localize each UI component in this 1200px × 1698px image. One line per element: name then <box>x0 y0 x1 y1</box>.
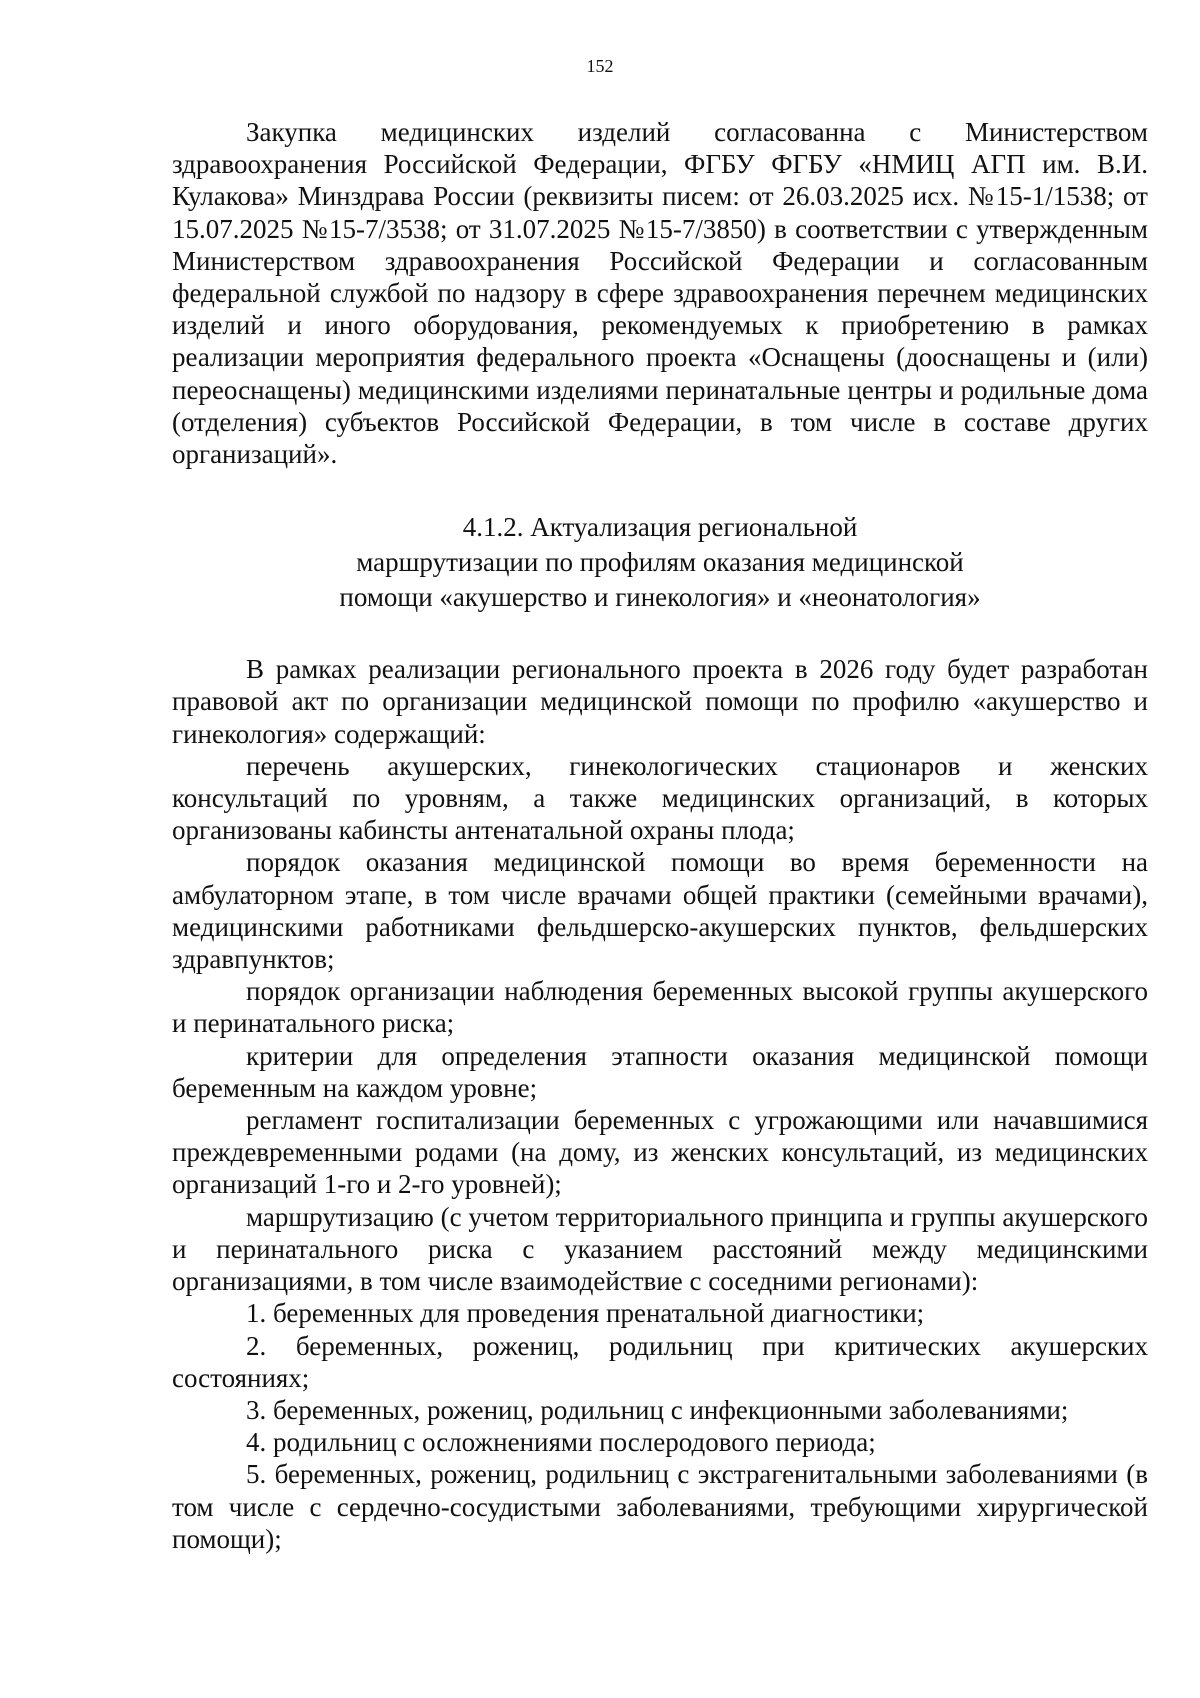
list-item-routing: маршрутизацию (с учетом территориального принципа и группы акушерского и перинатального риска с указанием расстояний между медицинскими организациями, в том числе взаимодействие с соседними регионами): <box>172 1201 1148 1297</box>
section-paragraph: В рамках реализации регионального проекта в 2026 году будет разработан правовой акт по организации медицинской помощи по профилю «акушерство и гинекология» содержащий: <box>172 654 1148 749</box>
list-item-high-risk-observation: порядок организации наблюдения беременных высокой группы акушерского и перинатального риска; <box>172 976 1148 1039</box>
document-body <box>172 116 1148 1555</box>
section-heading-line-2: маршрутизации по профилям оказания медицинской <box>356 547 964 578</box>
numbered-item-2: 2. беременных, рожениц, родильниц при критических акушерских состояниях; <box>172 1330 1148 1393</box>
section-heading <box>172 510 1148 615</box>
list-item-outpatient-care: порядок оказания медицинской помощи во время беременности на амбулаторном этапе, в том числе врачами общей практики (семейными врачами), медицинскими работниками фельдшерско-акушерских пунктов, фельдшерских здравпунктов; <box>172 847 1148 975</box>
list-item-staging-criteria: критерии для определения этапности оказания медицинской помощи беременным на каждом уровне; <box>172 1040 1148 1103</box>
numbered-item-1: 1. беременных для проведения пренатальной диагностики; <box>246 1298 925 1329</box>
section-heading-line-3: помощи «акушерство и гинекология» и «неонатология» <box>339 582 981 613</box>
page-number: 152 <box>586 56 614 76</box>
numbered-item-4: 4. родильниц с осложнениями послеродового периода; <box>246 1427 876 1458</box>
numbered-item-5: 5. беременных, рожениц, родильниц с экстрагенитальными заболеваниями (в том числе с сердечно-сосудистыми заболеваниями, требующими хирургической помощи); <box>172 1459 1148 1554</box>
numbered-item-3: 3. беременных, рожениц, родильниц с инфекционными заболеваниями; <box>246 1394 1069 1425</box>
list-item-hospitalization-regulation: регламент госпитализации беременных с угрожающими или начавшимися преждевременными родами (на дому, из женских консультаций, из медицинских организаций 1-го и 2-го уровней); <box>172 1105 1148 1200</box>
list-item-facilities: перечень акушерских, гинекологических стационаров и женских консультаций по уровням, а также медицинских организаций, в которых организованы кабинсты антенатальной охраны плода; <box>172 750 1148 846</box>
section-heading-line-1: 4.1.2. Актуализация региональной <box>462 512 858 543</box>
intro-paragraph: Закупка медицинских изделий согласованна с Министерством здравоохранения Российской Федерации, ФГБУ ФГБУ «НМИЦ АГП им. В.И. Кулакова» Минздрава России (реквизиты писем: от 26.03.2025 исх. №15-1/1538; от 15.07.2025 №15-7/3538; от 31.07.2025 №15-7/3850) в соответствии с утвержденным Министерством здравоохранения Российской Федерации и согласованным федеральной службой по надзору в сфере здравоохранения перечнем медицинских изделий и иного оборудования, рекомендуемых к приобретению в рамках реализации мероприятия федерального проекта «Оснащены (дооснащены и (или) переоснащены) медицинскими изделиями перинатальные центры и родильные дома (отделения) субъектов Российской Федерации, в том числе в составе других организаций». <box>172 117 1148 470</box>
